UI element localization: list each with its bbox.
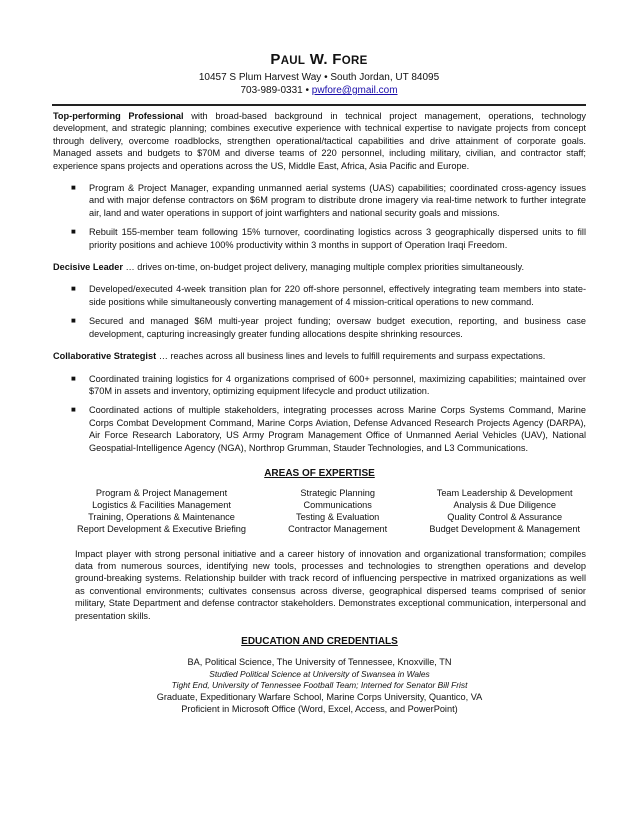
education-list <box>53 656 586 715</box>
degree-line: BA, Political Science, The University of Tennessee, Knoxville, TN <box>187 657 452 668</box>
football-line: Tight End, University of Tennessee Football Team; Interned for Senator Bill Frist <box>171 679 468 690</box>
resume-header <box>0 50 638 97</box>
expertise-column-1: Program & Project Management Logistics & Facilities Management Training, Operations & Maintenance Report Development & Executive Briefing <box>77 488 247 534</box>
resume-body <box>53 110 586 716</box>
bullet-icon: ■ <box>71 284 76 294</box>
list-item: ■ Rebuilt 155-member team following 15% turnover, coordinating logistics across 3 geographically dispersed units to fill priority positions and achieve 100% productivity within 3 months in support of Operation Iraqi Freedom. <box>71 227 586 250</box>
bullet-icon: ■ <box>71 227 76 237</box>
education-title: EDUCATION AND CREDENTIALS <box>241 635 398 647</box>
bullet-icon: ■ <box>71 405 76 415</box>
contact-line <box>0 84 638 97</box>
address-line: 10457 S Plum Harvest Way • South Jordan, UT 84095 <box>198 72 440 83</box>
software-line: Proficient in Microsoft Office (Word, Excel, Access, and PowerPoint) <box>181 704 458 715</box>
expertise-grid <box>53 488 586 535</box>
decisive-leader-bullets <box>53 283 586 340</box>
graduate-line: Graduate, Expeditionary Warfare School, Marine Corps University, Quantico, VA <box>156 691 483 702</box>
summary-paragraph <box>53 110 586 172</box>
candidate-name: PAUL W. FORE <box>270 51 368 68</box>
email-link[interactable]: pwfore@gmail.com <box>311 85 398 96</box>
list-item: ■ Coordinated actions of multiple stakeholders, integrating processes across Marine Corps Systems Command, Marine Corps Combat Development Command, Marine Corps Aviation, Defense Advanced Research Projects Agency (DARPA), Air Force Research Laboratory, US Army Program Management Office of Unmanned Aerial Vehicles (UAV), National Geospatial-Intelligence Agency (NGA), Northrop Grumman, Stauder Technologies, and L3 Communications. <box>71 405 586 453</box>
collaborative-strategist-heading: Collaborative Strategist … reaches across all business lines and levels to fulfill requirements and surpass expectations. <box>53 351 546 362</box>
decisive-leader-heading: Decisive Leader … drives on-time, on-budget project delivery, managing multiple complex priorities simultaneously. <box>53 262 525 273</box>
study-abroad-line: Studied Political Science at University of Swansea in Wales <box>209 668 430 679</box>
bullet-icon: ■ <box>71 373 76 383</box>
phone-text: 703-989-0331 • <box>240 85 312 96</box>
bullet-icon: ■ <box>71 183 76 193</box>
list-item: ■ Secured and managed $6M multi-year project funding; oversaw budget execution, reporting, and business case development, capturing increasingly greater funding allocations despite shrinking resources. <box>71 316 586 339</box>
summary-lead: Top-performing Professional <box>53 111 184 121</box>
collaborative-strategist-bullets <box>53 373 586 454</box>
impact-paragraph: Impact player with strong personal initiative and a career history of innovation and organizational transformation; compiles data from numerous sources, identifying new tools, processes and technologies to strengthen operations and develop ground-breaking systems. Relationship builder with track record of influencing perspective in matrixed organizations as well as conventional environments; cultivates consensus across diverse, geographical dispersed teams comprised of senior military, State Department and defense contractor stakeholders. Demonstrates exceptional communication, interpersonal and presentation skills. <box>75 548 586 621</box>
bullet-icon: ■ <box>71 316 76 326</box>
expertise-title: AREAS OF EXPERTISE <box>264 467 375 479</box>
expertise-column-3: Team Leadership & Development Analysis & Due Diligence Quality Control & Assurance Budget Development & Management <box>429 488 580 534</box>
list-item: ■ Developed/executed 4-week transition plan for 220 off-shore personnel, effectively integrating team members into state-side positions while simultaneously converting management of 4 mission-critical operations to new command. <box>71 284 586 307</box>
summary-text: with broad-based background in technical project management, operations, technology development, and strategic planning; combines executive experience with technical expertise to navigate projects from concept through delivery, overcome roadblocks, strengthen operational/tactical capabilities and drive attainment of corporate goals. Managed assets and budgets to $70M and diverse teams of 220 personnel, including military, civilian, and contractor staff; experience spans projects and operations across the US, Middle East, Africa, Asia Pacific and Europe. <box>53 111 586 171</box>
summary-bullets <box>53 182 586 251</box>
expertise-column-2: Strategic Planning Communications Testing & Evaluation Contractor Management <box>288 488 388 534</box>
list-item: ■ Coordinated training logistics for 4 organizations comprised of 600+ personnel, maximizing capabilities; maintained over $70M in assets and inventory, optimizing equipment lifecycle and product utilization. <box>71 373 586 396</box>
list-item: ■ Program & Project Manager, expanding unmanned aerial systems (UAS) capabilities; coordinated cross-agency issues and with major defense contractors on $6M program to distribute drone imagery via real-time network to further integrate air, land and water operations in support of joint warfighters and national security goals and missions. <box>71 183 586 218</box>
header-divider <box>52 104 586 106</box>
